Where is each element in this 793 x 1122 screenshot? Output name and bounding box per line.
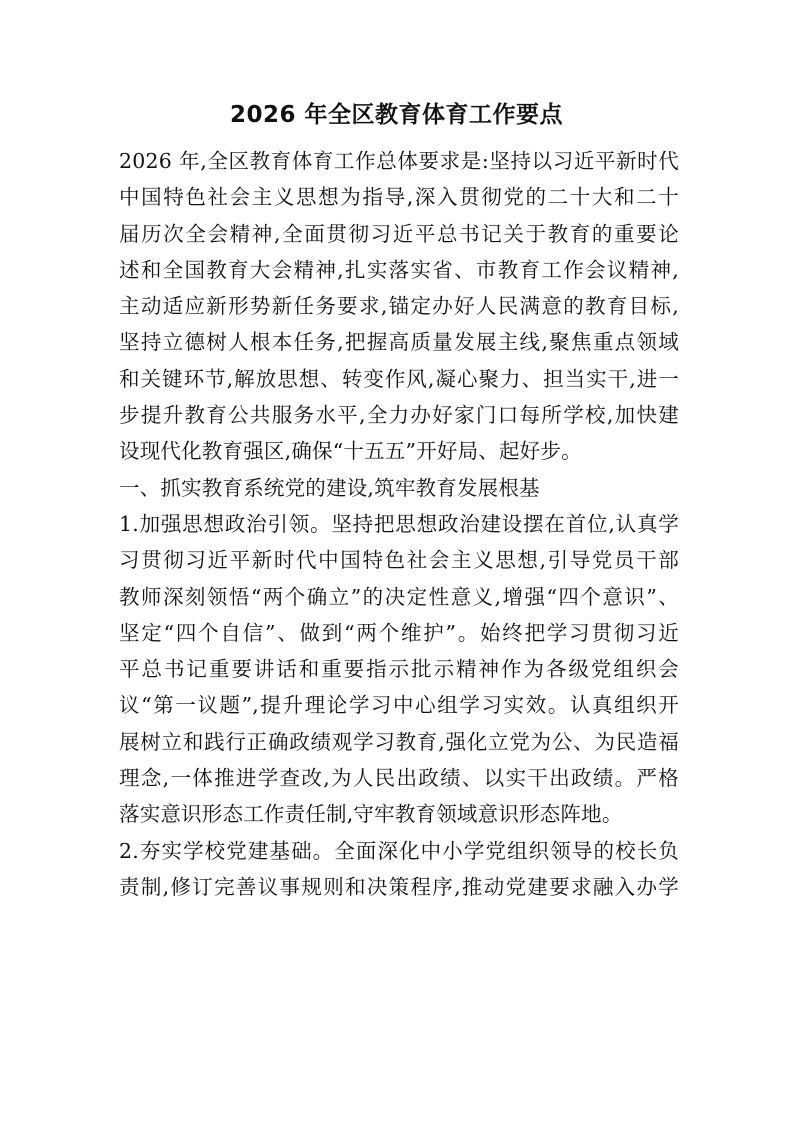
body-line: 习贯彻习近平新时代中国特色社会主义思想,引导党员干部 <box>119 548 679 573</box>
body-line: 设现代化教育强区,确保“十五五”开好局、起好步。 <box>119 439 582 464</box>
body-line: 2026 年,全区教育体育工作总体要求是:坚持以习近平新时代 <box>119 149 679 173</box>
body-line: 步提升教育公共服务水平,全力办好家门口每所学校,加快建 <box>119 403 679 428</box>
body-line: 理念,一体推进学查改,为人民出政绩、以实干出政绩。严格 <box>119 766 679 791</box>
body-line: 议“第一议题”,提升理论学习中心组学习实效。认真组织开 <box>119 693 679 718</box>
body-line: 述和全国教育大会精神,扎实落实省、市教育工作会议精神, <box>119 257 679 282</box>
body-line: 展树立和践行正确政绩观学习教育,强化立党为公、为民造福 <box>119 729 679 754</box>
body-line: 主动适应新形势新任务要求,锚定办好人民满意的教育目标, <box>119 294 679 319</box>
body-line: 和关键环节,解放思想、转变作风,凝心聚力、担当实干,进一 <box>119 366 679 391</box>
document-body <box>119 143 679 905</box>
body-line: 教师深刻领悟“两个确立”的决定性意义,增强“四个意识”、 <box>119 584 679 609</box>
body-line: 责制,修订完善议事规则和决策程序,推动党建要求融入办学 <box>119 874 679 899</box>
body-line: 中国特色社会主义思想为指导,深入贯彻党的二十大和二十 <box>119 185 679 210</box>
document-title: 2026 年全区教育体育工作要点 <box>229 102 564 128</box>
body-line: 坚定“四个自信”、做到“两个维护”。始终把学习贯彻习近 <box>119 620 679 645</box>
body-line: 届历次全会精神,全面贯彻习近平总书记关于教育的重要论 <box>119 221 679 246</box>
body-line: 2.夯实学校党建基础。全面深化中小学党组织领导的校长负 <box>119 838 679 863</box>
body-line: 1.加强思想政治引领。坚持把思想政治建设摆在首位,认真学 <box>119 511 679 536</box>
body-line: 坚持立德树人根本任务,把握高质量发展主线,聚焦重点领域 <box>119 330 679 355</box>
body-line: 落实意识形态工作责任制,守牢教育领域意识形态阵地。 <box>119 802 623 827</box>
section-heading: 一、抓实教育系统党的建设,筑牢教育发展根基 <box>119 475 540 500</box>
body-line: 平总书记重要讲话和重要指示批示精神作为各级党组织会 <box>119 657 679 682</box>
